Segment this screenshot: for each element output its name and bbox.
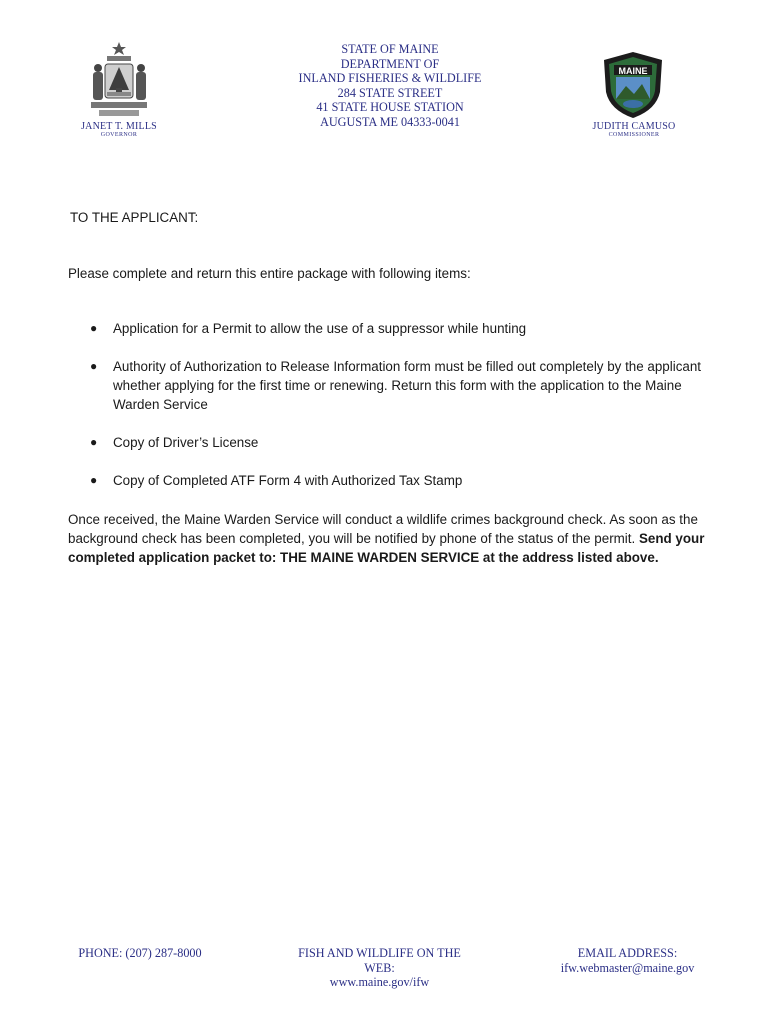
address-line: AUGUSTA ME 04333-0041	[320, 114, 460, 129]
list-item-text: Copy of Driver’s License	[113, 435, 259, 450]
footer-phone	[60, 946, 220, 961]
address-line: 41 STATE HOUSE STATION	[316, 100, 464, 115]
salutation: TO THE APPLICANT:	[70, 210, 199, 225]
letterhead	[0, 0, 770, 150]
list-item-text: Copy of Completed ATF Form 4 with Authorized Tax Stamp	[113, 473, 463, 488]
ifw-badge-icon	[600, 50, 666, 120]
closing-text: Once received, the Maine Warden Service will conduct a wildlife crimes background check. As soon as the background check has been completed, you will be notified by phone of the status of the permit.	[68, 512, 698, 546]
footer-email	[540, 946, 715, 975]
governor-name: JANET T. MILLS	[81, 121, 157, 132]
governor-title: GOVERNOR	[100, 132, 138, 138]
intro-paragraph: Please complete and return this entire package with following items:	[68, 266, 471, 281]
closing-paragraph	[68, 510, 708, 567]
commissioner-title: COMMISSIONER	[608, 132, 660, 138]
address-line: STATE OF MAINE	[341, 42, 439, 56]
phone-number: PHONE: (207) 287-8000	[78, 946, 202, 960]
department-address	[255, 42, 525, 130]
list-item	[88, 471, 708, 490]
bullet-icon: ●	[90, 473, 98, 487]
list-item-text: Application for a Permit to allow the use of a suppressor while hunting	[113, 321, 527, 336]
footer-web	[272, 946, 487, 990]
email-label: EMAIL ADDRESS:	[577, 946, 678, 960]
bullet-icon: ●	[90, 359, 98, 373]
address-line: INLAND FISHERIES & WILDLIFE	[298, 71, 482, 86]
web-label-line1: FISH AND WILDLIFE ON THE	[298, 946, 461, 960]
address-line: 284 STATE STREET	[337, 85, 443, 100]
list-item	[88, 433, 708, 452]
web-url-link[interactable]: www.maine.gov/ifw	[329, 975, 430, 990]
email-address-link[interactable]: ifw.webmaster@maine.gov	[560, 960, 695, 975]
list-item	[88, 357, 708, 414]
bullet-icon: ●	[90, 435, 98, 449]
required-items-list	[88, 319, 708, 509]
bullet-icon: ●	[90, 321, 98, 335]
commissioner-name: JUDITH CAMUSO	[592, 121, 676, 132]
list-item-text: Authority of Authorization to Release Information form must be filled out completely by the applicant whether applying for the first time or renewing. Return this form with the application to the Maine Warden Service	[113, 359, 702, 412]
mailing-instruction: Send your completed application packet to: THE MAINE WARDEN SERVICE at the address listed above.	[68, 531, 705, 565]
web-label-line2: WEB:	[364, 960, 395, 975]
badge-text: MAINE	[618, 66, 648, 76]
state-seal-icon	[85, 40, 153, 120]
list-item	[88, 319, 708, 338]
address-line: DEPARTMENT OF	[340, 56, 440, 71]
